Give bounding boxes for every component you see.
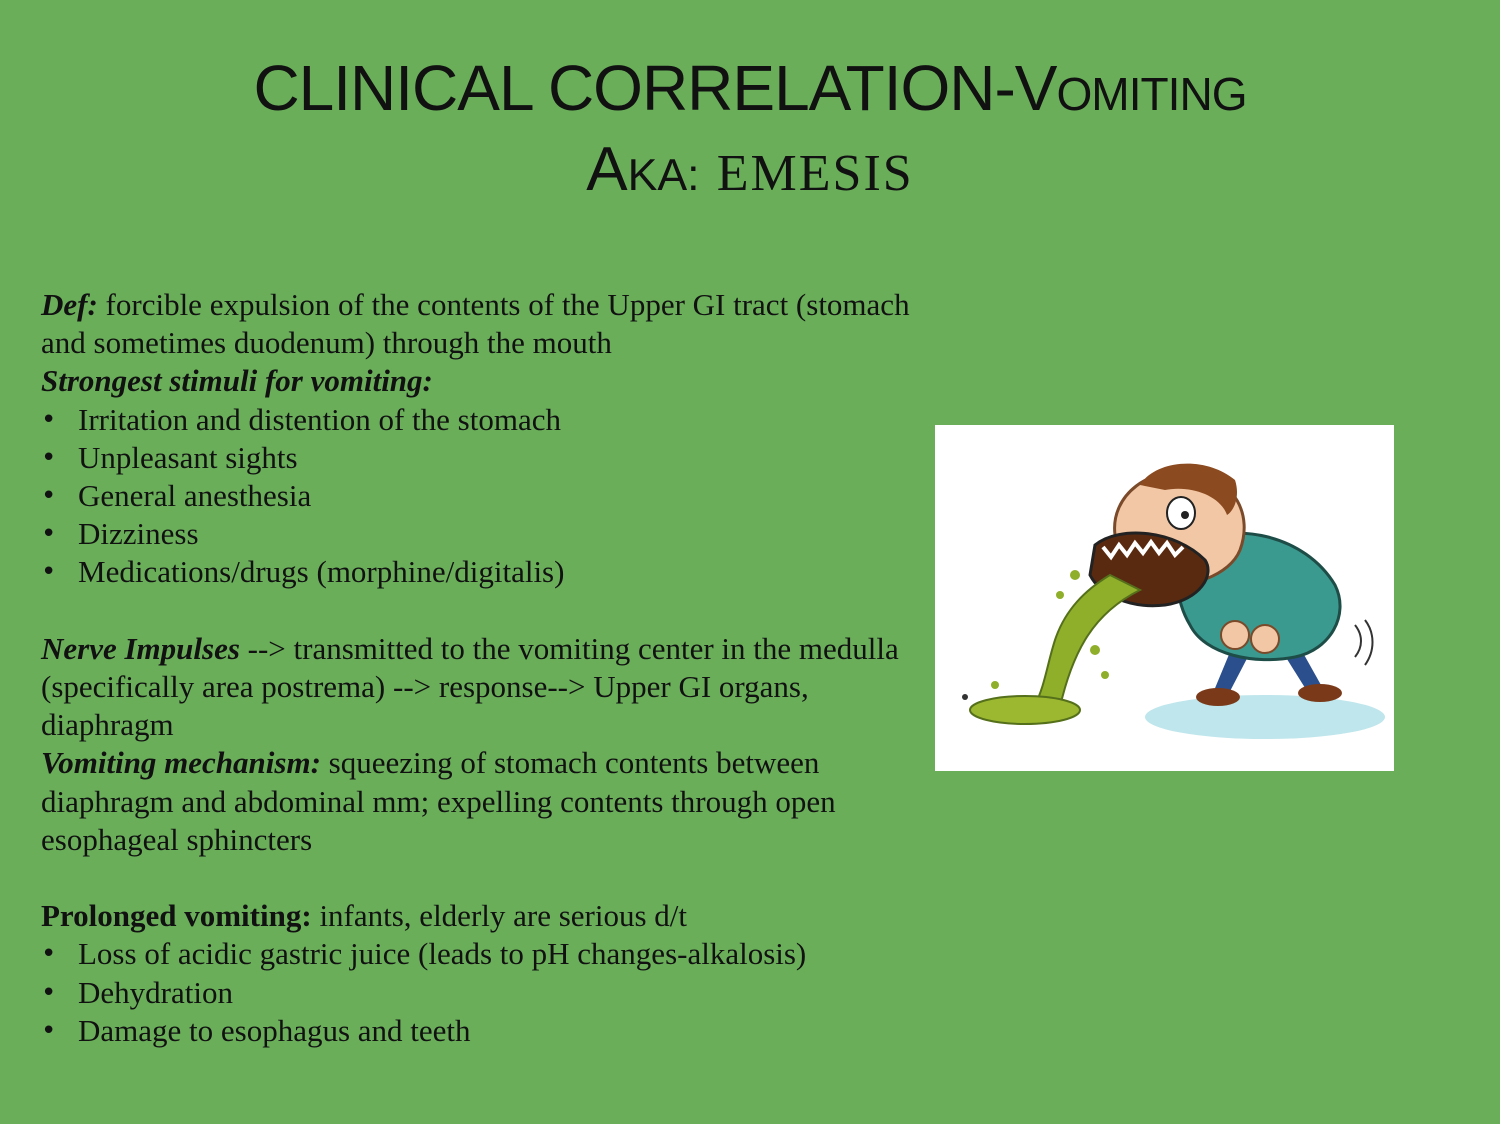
subtitle-cap: A	[586, 135, 628, 204]
list-item: • General anesthesia	[41, 477, 921, 515]
spacer	[41, 592, 921, 630]
mechanism-paragraph	[41, 744, 921, 859]
spacer	[41, 859, 921, 897]
slide-body	[41, 286, 921, 1050]
definition-text: forcible expulsion of the contents of the Upper GI tract (stomach and sometimes duodenum) through the mouth	[41, 287, 910, 361]
title-smallcaps: OMITING	[1056, 68, 1247, 120]
eye	[1167, 497, 1195, 529]
floor-shadow	[1145, 695, 1385, 739]
cartoon-drawing	[935, 425, 1394, 771]
vomit-puddle	[970, 696, 1080, 724]
title-main	[0, 52, 1500, 130]
pupil	[1181, 511, 1189, 519]
left-hand	[1221, 621, 1249, 649]
definition-label: Def:	[41, 287, 98, 322]
droplet	[1101, 671, 1109, 679]
subtitle-smallcaps: KA:	[627, 151, 700, 200]
right-hand	[1251, 625, 1279, 653]
subtitle-emesis: EMESIS	[716, 145, 914, 202]
vomit-stream	[1035, 575, 1140, 707]
list-item: • Dehydration	[41, 974, 921, 1012]
prolonged-paragraph	[41, 897, 921, 935]
mechanism-label: Vomiting mechanism:	[41, 745, 321, 781]
definition-paragraph	[41, 286, 921, 362]
list-item: • Unpleasant sights	[41, 439, 921, 477]
stimuli-heading: Strongest stimuli for vomiting:	[41, 363, 433, 399]
list-item: • Medications/drugs (morphine/digitalis)	[41, 553, 921, 591]
droplet	[1070, 570, 1080, 580]
slide-title	[0, 52, 1500, 216]
vomiting-cartoon-icon	[935, 425, 1394, 771]
nerve-paragraph	[41, 630, 921, 745]
title-subtitle	[0, 130, 1500, 216]
list-item: • Dizziness	[41, 515, 921, 553]
right-shoe	[1298, 684, 1342, 702]
shake-mark	[1355, 625, 1361, 657]
list-item: • Damage to esophagus and teeth	[41, 1012, 921, 1050]
title-prefix: CLINICAL CORRELATION-V	[253, 52, 1057, 124]
nerve-label: Nerve Impulses	[41, 630, 240, 666]
left-shoe	[1196, 688, 1240, 706]
droplet	[1056, 591, 1064, 599]
droplet	[991, 681, 999, 689]
list-item: • Loss of acidic gastric juice (leads to pH changes-alkalosis)	[41, 935, 921, 973]
droplet	[1090, 645, 1100, 655]
list-item: • Irritation and distention of the stomach	[41, 401, 921, 439]
nerve-text: --> transmitted to the vomiting center in the medulla (specifically area postrema) --> response--> Upper GI organs, diaphragm	[41, 630, 899, 743]
prolonged-text: infants, elderly are serious d/t	[311, 898, 688, 934]
mechanism-text: squeezing of stomach contents between diaphragm and abdominal mm; expelling contents through open esophageal sphincters	[41, 745, 836, 857]
prolonged-list	[41, 935, 921, 1050]
stimuli-list	[41, 401, 921, 592]
shake-mark	[1365, 620, 1373, 665]
prolonged-label: Prolonged vomiting:	[41, 898, 312, 934]
droplet	[962, 694, 968, 700]
